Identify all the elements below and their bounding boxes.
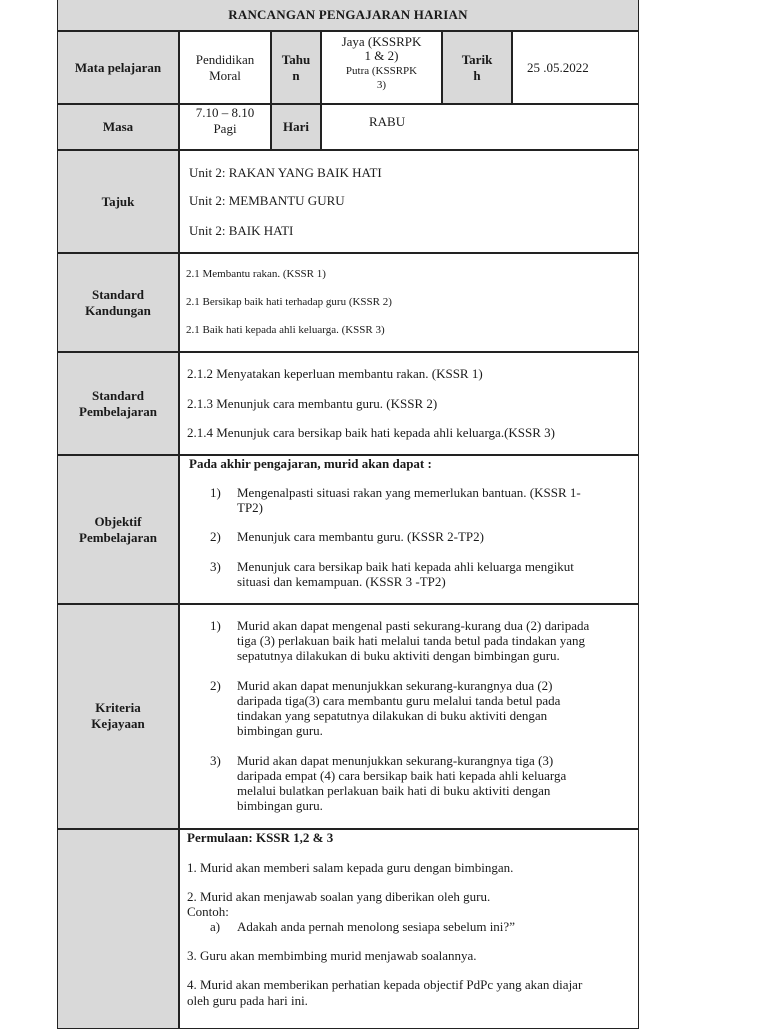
- aktiviti-step: 2. Murid akan menjawab soalan yang diberikan oleh guru.: [187, 889, 491, 904]
- aktiviti-step: 4. Murid akan memberikan perhatian kepada objectif PdPc yang akan diajar: [187, 977, 583, 992]
- standard-kandungan-item: 2.1 Baik hati kepada ahli keluarga. (KSSR 3): [186, 324, 385, 336]
- objektif-content-cell: [179, 455, 639, 604]
- page-title: RANCANGAN PENGAJARAN HARIAN: [57, 0, 639, 31]
- tajuk-content-cell: [179, 150, 639, 253]
- aktiviti-step: oleh guru pada hari ini.: [187, 993, 308, 1008]
- kriteria-item: 3) Murid akan dapat menunjukkan sekurang-kurangnya tiga (3) daripada empat (4) cara bersikap baik hati kepada ahli keluarga melalui bulatkan perlakuan baik hati di buku aktiviti dengan bimbingan guru.: [210, 753, 567, 813]
- mata-pelajaran-label-cell: Mata pelajaran: [57, 31, 179, 104]
- standard-kandungan-label-cell: Standard Kandungan: [57, 253, 179, 352]
- objektif-item: 1) Mengenalpasti situasi rakan yang memerlukan bantuan. (KSSR 1- TP2): [210, 485, 581, 515]
- aktiviti-content-cell: [179, 829, 639, 1029]
- tahun-value-cell: Jaya (KSSRPK 1 & 2) Putra (KSSRPK 3): [321, 31, 442, 104]
- tajuk-label-cell: Tajuk: [57, 150, 179, 253]
- kriteria-label-cell: Kriteria Kejayaan: [57, 604, 179, 829]
- standard-pembelajaran-item: 2.1.2 Menyatakan keperluan membantu rakan. (KSSR 1): [187, 366, 483, 381]
- tarikh-label-cell: Tarik h: [442, 31, 512, 104]
- tarikh-value-cell: 25 .05.2022: [512, 31, 639, 104]
- tajuk-item: Unit 2: RAKAN YANG BAIK HATI: [189, 165, 382, 180]
- contoh-question: Adakah anda pernah menolong sesiapa sebelum ini?”: [237, 919, 515, 934]
- tahun-label-cell: Tahu n: [271, 31, 321, 104]
- objektif-item: 2) Menunjuk cara membantu guru. (KSSR 2-TP2): [210, 529, 484, 544]
- masa-label-cell: Masa: [57, 104, 179, 150]
- contoh-label: Contoh:: [187, 904, 229, 919]
- kriteria-item: 1) Murid akan dapat mengenal pasti sekurang-kurang dua (2) daripada tiga (3) perlakuan baik hati melalui tanda betul pada tindakan yang sepatutnya dilakukan di buku aktiviti dengan bimbingan guru.: [210, 618, 590, 663]
- hari-label-cell: Hari: [271, 104, 321, 150]
- standard-kandungan-item: 2.1 Bersikap baik hati terhadap guru (KSSR 2): [186, 296, 392, 308]
- tajuk-item: Unit 2: BAIK HATI: [189, 223, 294, 238]
- masa-value-cell: 7.10 – 8.10 Pagi: [179, 104, 271, 150]
- standard-kandungan-content-cell: [179, 253, 639, 352]
- kriteria-item: 2) Murid akan dapat menunjukkan sekurang-kurangnya dua (2) daripada tiga(3) cara membantu guru melalui tanda betul pada tindakan yang sepatutnya dilakukan di buku aktiviti dengan bimbingan guru.: [210, 678, 561, 738]
- aktiviti-step: 1. Murid akan memberi salam kepada guru dengan bimbingan.: [187, 860, 514, 875]
- tajuk-item: Unit 2: MEMBANTU GURU: [189, 193, 345, 208]
- objektif-label-cell: Objektif Pembelajaran: [57, 455, 179, 604]
- mata-pelajaran-value-cell: Pendidikan Moral: [179, 31, 271, 104]
- lesson-plan-table: [57, 0, 639, 1024]
- kriteria-content-cell: [179, 604, 639, 829]
- standard-kandungan-item: 2.1 Membantu rakan. (KSSR 1): [186, 268, 326, 280]
- standard-pembelajaran-item: 2.1.3 Menunjuk cara membantu guru. (KSSR 2): [187, 396, 438, 411]
- standard-pembelajaran-item: 2.1.4 Menunjuk cara bersikap baik hati kepada ahli keluarga.(KSSR 3): [187, 425, 555, 440]
- hari-value-cell: RABU: [321, 104, 639, 150]
- aktiviti-step: 3. Guru akan membimbing murid menjawab soalannya.: [187, 948, 477, 963]
- standard-pembelajaran-label-cell: Standard Pembelajaran: [57, 352, 179, 455]
- permulaan-heading: Permulaan: KSSR 1,2 & 3: [187, 830, 334, 845]
- objektif-item: 3) Menunjuk cara bersikap baik hati kepada ahli keluarga mengikut situasi dan kemampuan. (KSSR 3 -TP2): [210, 559, 574, 589]
- standard-pembelajaran-content-cell: [179, 352, 639, 455]
- aktiviti-label-cell: [57, 829, 179, 1029]
- objektif-intro: Pada akhir pengajaran, murid akan dapat :: [189, 456, 432, 471]
- contoh-marker: a): [210, 919, 221, 934]
